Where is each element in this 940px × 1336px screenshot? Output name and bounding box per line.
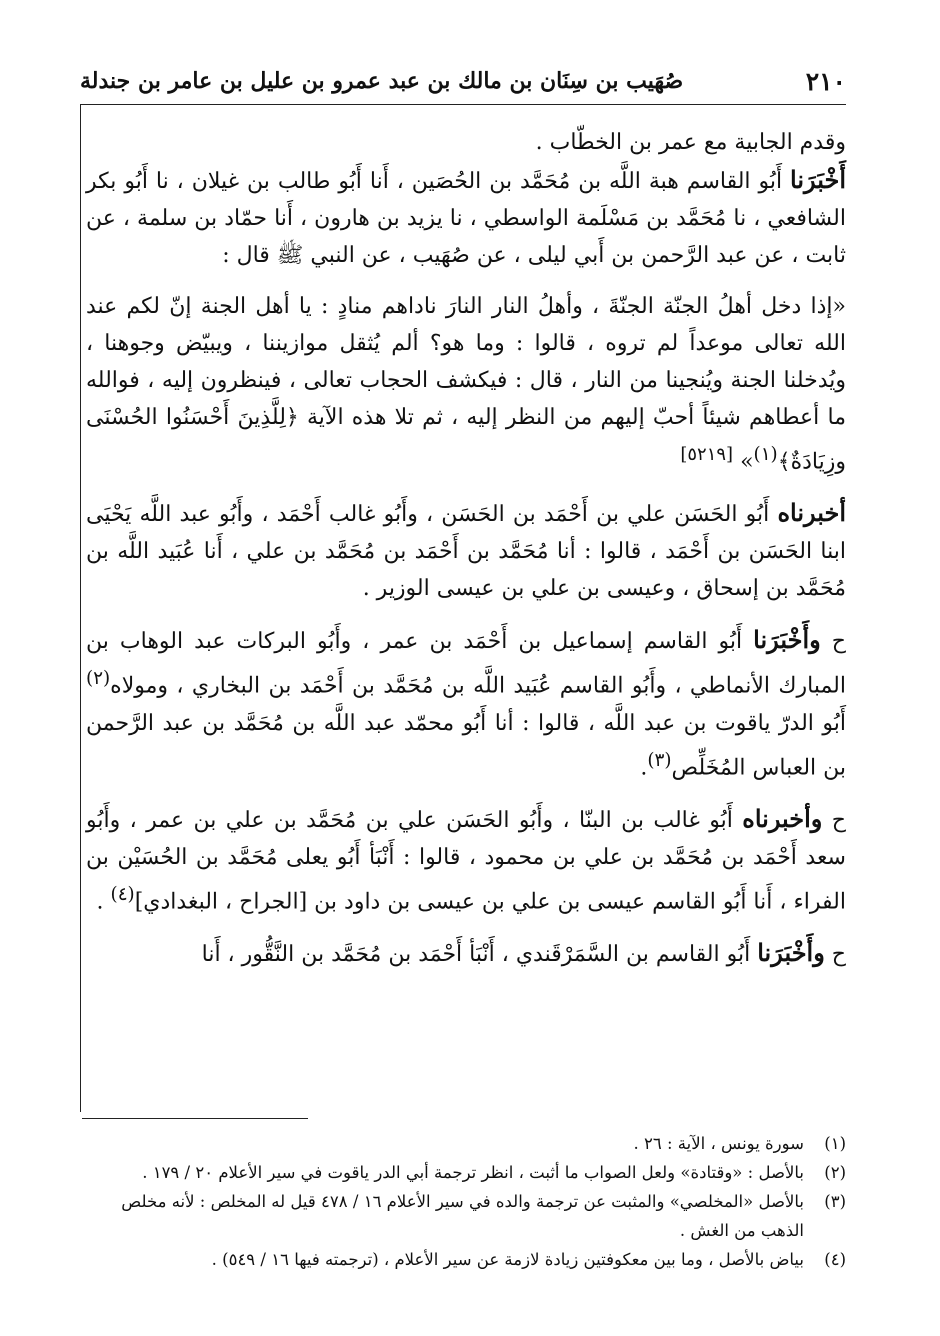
paragraph-7 [86, 934, 846, 973]
margin-rule [80, 104, 81, 1112]
footnote-number: (٤) [824, 1250, 846, 1269]
footnote-3 [82, 1187, 846, 1245]
hadith-closing: » [740, 449, 754, 475]
footnote-marker-3: (٣) [647, 749, 672, 771]
footnote-separator [82, 1118, 308, 1119]
paragraph-2 [86, 161, 846, 274]
paragraph-5-text-2: أَبُو الدرّ ياقوت بن عبد اللَّه ، قالوا : أنا أَبُو محمّد عبد اللَّه بن مُحَمَّد بن عبد الرَّحمن بن العباس المُخَلِّص [86, 710, 846, 780]
footnote-marker-1: (١) [753, 444, 778, 465]
hadith-text: «إذا دخل أهلُ الجنّة الجنّةَ ، وأهلُ النار النارَ ناداهم منادٍ : يا أهل الجنة إنّ لكم عند الله تعالى موعداً لم تروه ، قالوا : وما هو؟ ألم يُثقل موازيننا ، ويبيّض وجوهنا ، ويُدخلنا الجنة ويُنجينا من النار ، قال : فيكشف الحجاب تعالى ، فينظرون إليه ، فوالله ما أعطاهم شيئاً أحبّ إليهم من النظر إليه ، ثم تلا هذه الآية ﴿لِلَّذِينَ أَحْسَنُوا الحُسْنَى وزِيَادَةٌ﴾ [86, 294, 846, 475]
hadith-paragraph [86, 288, 846, 480]
footnote-number: (١) [824, 1134, 846, 1153]
paragraph-5-text-1: أَبُو القاسم إسماعيل بن أَحْمَد بن عمر ، وأَبُو البركات عبد الوهاب بن المبارك الأنماطي ، وأَبُو القاسم عُبَيد اللَّه بن مُحَمَّد بن أَحْمَد بن البخاري ، ومولاه [86, 629, 846, 699]
footnote-marker-2: (٢) [86, 668, 111, 690]
footnote-1 [82, 1129, 846, 1158]
running-title: صُهَيب بن سِنَان بن مالك بن عبد عمرو بن عليل بن عامر بن جندلة [80, 68, 684, 94]
paragraph-4-lead: أخبرناه [777, 498, 846, 528]
paragraph-1-text: وقدم الجابية مع عمر بن الخطّاب . [535, 130, 846, 155]
main-text [86, 124, 846, 973]
paragraph-5-prefix: ح [820, 629, 846, 655]
paragraph-2-lead: أَخْبَرَنا [790, 165, 846, 194]
footnote-text: سورة يونس ، الآية : ٢٦ . [633, 1134, 804, 1153]
paragraph-5-lead: وأَخْبَرَنا [753, 625, 821, 655]
footnote-number: (٣) [824, 1192, 846, 1211]
paragraph-6-text: أَبُو غالب بن البنّا ، وأَبُو الحَسَن علي بن مُحَمَّد بن علي بن عمر ، وأَبُو سعد أَحْمَد بن مُحَمَّد بن علي بن محمود ، قالوا : أَنْبَأ أَبُو يعلى مُحَمَّد بن الحُسَيْن بن الفراء ، أَنا أَبُو القاسم عيسى بن علي بن عيسى بن داود بن [الجراح ، البغدادي] [86, 807, 846, 915]
footnote-number: (٢) [824, 1163, 846, 1182]
paragraph-6-end: . [96, 889, 111, 915]
paragraph-1 [86, 124, 846, 161]
footnote-2 [82, 1158, 846, 1187]
footnotes [82, 1118, 846, 1274]
paragraph-5-end: . [640, 754, 648, 780]
footnote-4 [82, 1245, 846, 1274]
page-header [80, 58, 846, 105]
footnote-marker-4: (٤) [110, 883, 135, 905]
paragraph-6-lead: وأخبرناه [742, 803, 823, 833]
paragraph-7-prefix: ح [824, 942, 846, 968]
page-number: ٢١٠ [805, 66, 846, 96]
footnote-text: بياض بالأصل ، وما بين معكوفتين زيادة لازمة عن سير الأعلام ، (ترجمته فيها ١٦ / ٥٤٩) . [211, 1250, 804, 1269]
paragraph-6 [86, 800, 846, 920]
paragraph-6-prefix: ح [822, 807, 846, 833]
paragraph-7-text: أَبُو القاسم بن السَّمَرْقَندي ، أَنْبَأ أَحْمَد بن مُحَمَّد بن النَّقُّور ، أَنا [201, 942, 758, 968]
paragraph-4 [86, 494, 846, 607]
paragraph-5 [86, 621, 846, 786]
paragraph-2-text: أَبُو القاسم هبة اللَّه بن مُحَمَّد بن الحُصَين ، أَنا أَبُو طالب بن غيلان ، نا أَبُو بكر الشافعي ، نا مُحَمَّد بن مَسْلَمة الواسطي ، نا يزيد بن هارون ، أَنا حمّاد بن سلمة ، عن ثابت ، عن عبد الرَّحمن بن أَبي ليلى ، عن صُهَيب ، عن النبي ﷺ قال : [86, 169, 846, 268]
footnote-text: بالأصل «المخلصي» والمثبت عن ترجمة والده في سير الأعلام ١٦ / ٤٧٨ قيل له المخلص : لأنه مخلص الذهب من الغش . [121, 1192, 804, 1240]
footnote-text: بالأصل : «وقتادة» ولعل الصواب ما أثبت ، انظر ترجمة أبي الدر ياقوت في سير الأعلام ٢٠ / ١٧٩ . [142, 1163, 804, 1182]
paragraph-4-text: أَبُو الحَسَن علي بن أَحْمَد بن الحَسَن ، وأَبُو غالب أَحْمَد ، وأَبُو عبد اللَّه يَحْيَى ابنا الحَسَن بن أَحْمَد ، قالوا : أنا مُحَمَّد بن أَحْمَد بن مُحَمَّد بن علي ، أَنا عُبَيد اللَّه بن مُحَمَّد بن إسحاق ، وعيسى بن علي بن عيسى الوزير . [86, 502, 846, 602]
hadith-number: [٥٢١٩] [680, 444, 734, 465]
paragraph-7-lead: وأَخْبَرَنا [757, 938, 825, 968]
